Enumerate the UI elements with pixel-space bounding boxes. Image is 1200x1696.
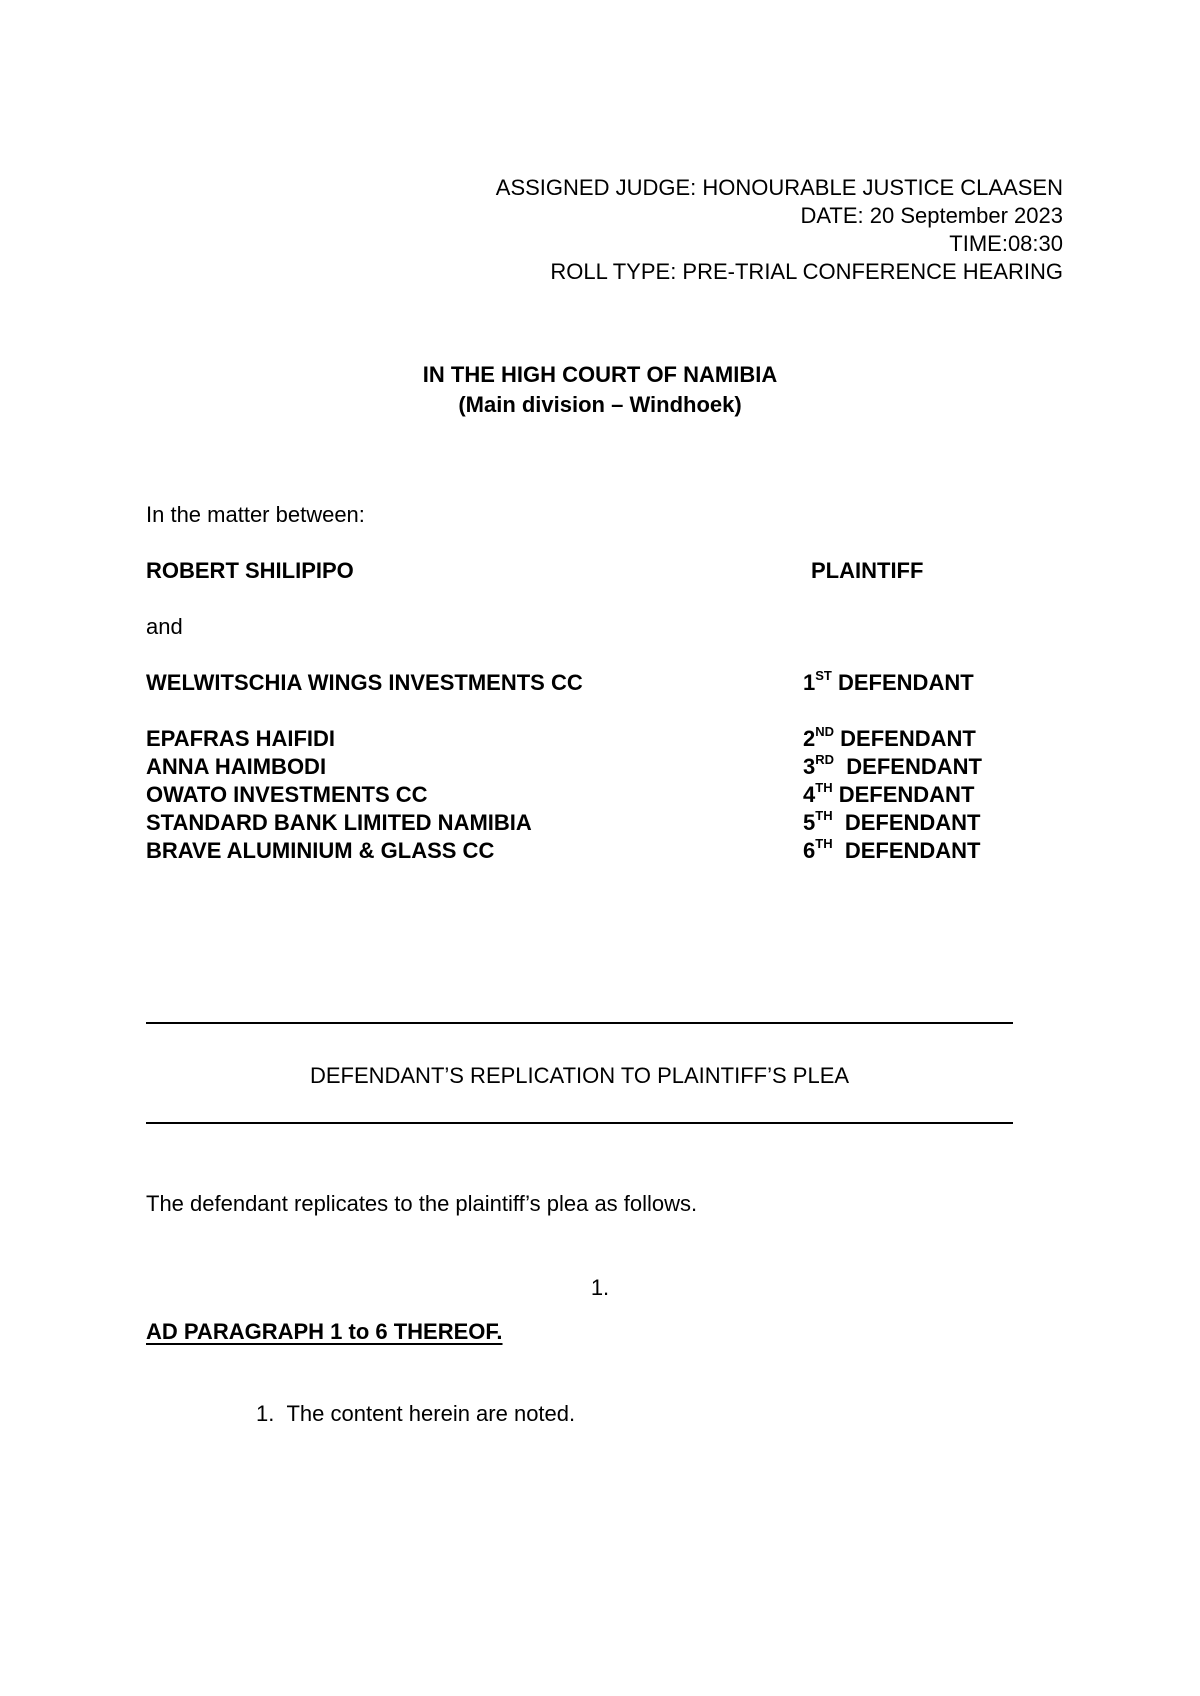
section-number: 1.: [590, 1275, 610, 1300]
defendant-name: STANDARD BANK LIMITED NAMIBIA: [146, 810, 532, 835]
assigned-judge: ASSIGNED JUDGE: HONOURABLE JUSTICE CLAASEN: [495, 175, 1063, 200]
list-item-marker: 1.: [256, 1401, 275, 1426]
and-connector: and: [146, 614, 183, 639]
defendant-role: 5TH DEFENDANT: [803, 807, 981, 835]
matter-between: In the matter between:: [146, 502, 365, 527]
hearing-time: TIME:08:30: [949, 231, 1063, 256]
defendant-role: 1ST DEFENDANT: [803, 667, 974, 695]
defendant-name: WELWITSCHIA WINGS INVESTMENTS CC: [146, 670, 583, 695]
plaintiff-role: PLAINTIFF: [811, 558, 924, 583]
roll-type: ROLL TYPE: PRE-TRIAL CONFERENCE HEARING: [550, 259, 1063, 284]
court-division: (Main division – Windhoek): [458, 392, 742, 417]
court-name: IN THE HIGH COURT OF NAMIBIA: [422, 362, 778, 387]
defendant-role: 2ND DEFENDANT: [803, 723, 976, 751]
list-item: [256, 1400, 575, 1428]
hearing-date: DATE: 20 September 2023: [800, 203, 1063, 228]
intro-paragraph: The defendant replicates to the plaintiff’s plea as follows.: [146, 1191, 698, 1216]
title-rule-bottom: [146, 1122, 1013, 1124]
defendant-role: 6TH DEFENDANT: [803, 835, 981, 863]
plaintiff-name: ROBERT SHILIPIPO: [146, 558, 354, 583]
defendant-name: ANNA HAIMBODI: [146, 754, 327, 779]
defendant-name: OWATO INVESTMENTS CC: [146, 782, 428, 807]
defendant-name: EPAFRAS HAIFIDI: [146, 726, 336, 751]
defendant-name: BRAVE ALUMINIUM & GLASS CC: [146, 838, 495, 863]
list-item-text: The content herein are noted.: [286, 1401, 576, 1426]
document-title: DEFENDANT’S REPLICATION TO PLAINTIFF’S PLEA: [309, 1063, 850, 1088]
defendant-role: 3RD DEFENDANT: [803, 751, 982, 779]
title-rule-top: [146, 1022, 1013, 1024]
defendant-role: 4TH DEFENDANT: [803, 779, 975, 807]
section-heading: AD PARAGRAPH 1 to 6 THEREOF.: [146, 1319, 503, 1344]
